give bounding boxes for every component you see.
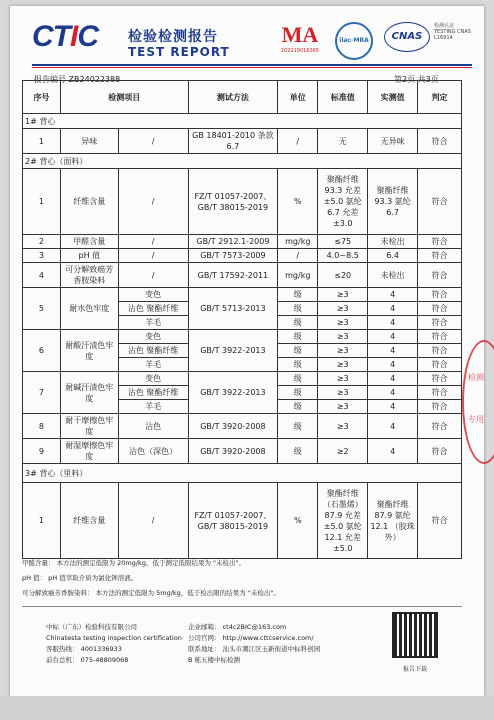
note-ph: pH 值： pH 值萃取介质为氯化钾溶液。 [22, 574, 138, 582]
section-row: 3# 背心（里料） [23, 464, 462, 483]
col-std: 标准值 [318, 81, 368, 114]
table-row: 7 耐碱汗渍色牢度 变色 GB/T 3922-2013 级 ≥3 4 符合 [23, 372, 462, 386]
footer-company: 中标（广东）检验科技有限公司 Chinatesta testing inspection certification 客服热线： 4001336933 前台总机： 075-48809068 [46, 623, 182, 664]
qr-code-icon[interactable] [392, 612, 438, 658]
table-row: 沾色 聚酯纤维 级 ≥3 4 符合 [23, 386, 462, 400]
table-row: 沾色 聚酯纤维 级 ≥3 4 符合 [23, 302, 462, 316]
qr-label: 报告下载 [402, 666, 427, 673]
col-result: 判定 [418, 81, 462, 114]
note-formaldehyde: 甲醛含量： 本方法的测定低限为 20mg/kg，低于测定低限结果为 "未检出"。 [22, 559, 245, 567]
red-seal-stamp: 检测 专用 [462, 340, 494, 464]
table-row: 羊毛 级 ≥3 4 符合 [23, 400, 462, 414]
table-row: 9 耐湿摩擦色牢度 沾色（深色） GB/T 3920-2008 级 ≥2 4 符合 [23, 439, 462, 464]
page-indicator: 第2页 共3页 [394, 75, 439, 84]
footer-rule [22, 606, 462, 607]
report-title-en: TEST REPORT [128, 45, 230, 59]
testing-seal: 检测认证 TESTING CNAS L16914 [434, 23, 471, 41]
col-method: 测试方法 [188, 81, 278, 114]
table-row: 5 耐水色牢度 变色 GB/T 5713-2013 级 ≥3 4 符合 [23, 288, 462, 302]
table-row: 羊毛 级 ≥3 4 符合 [23, 358, 462, 372]
header-rule [32, 64, 472, 66]
table-row: 1 异味 / GB 18401-2010 条款 6.7 / 无 无异味 符合 [23, 129, 462, 154]
footer-contact: 企业邮箱： ct4c2BIC@163.com 公司官网： http://www.cttcservice.com/ 联系地址： 汕头市潮江区玉新街道中标科创园 B 栋五楼中标检测 [188, 623, 321, 664]
header-rule-red [32, 67, 472, 68]
cma-seal: MA 202219016365 [280, 22, 320, 54]
note-azo: 可分解致癌芳香胺染料： 本方法的测定低限为 5mg/kg，低于检出限的结果为 "未检出"。 [22, 589, 280, 597]
table-header-row [23, 81, 462, 114]
table-row: 8 耐干摩擦色牢度 沾色 GB/T 3920-2008 级 ≥3 4 符合 [23, 414, 462, 439]
col-value: 实测值 [368, 81, 418, 114]
section-row: 1# 背心 [23, 114, 462, 129]
cnas-seal: CNAS [382, 22, 432, 52]
table-row: 羊毛 级 ≥3 4 符合 [23, 316, 462, 330]
table-row: 6 耐酸汗渍色牢度 变色 GB/T 3922-2013 级 ≥3 4 符合 [23, 330, 462, 344]
table-row: 1 纤维含量 / FZ/T 01057-2007、GB/T 38015-2019 % 聚酯纤维（石墨烯） 87.9 允差±5.0 氨纶 12.1 允差±5.0 聚酯纤维 87.9 氨纶 12.1 （胶珠外） 符合 [23, 483, 462, 559]
notes [22, 556, 462, 601]
table-row: 4 可分解致癌芳香胺染料 / GB/T 17592-2011 mg/kg ≤20 未检出 符合 [23, 263, 462, 288]
col-no: 序号 [23, 81, 61, 114]
table-row: 3 pH 值 / GB/T 7573-2009 / 4.0~8.5 6.4 符合 [23, 249, 462, 263]
col-item: 检测项目 [60, 81, 188, 114]
table-row: 2 甲醛含量 / GB/T 2912.1-2009 mg/kg ≤75 未检出 符合 [23, 235, 462, 249]
section-row: 2# 背心（面料） [23, 154, 462, 169]
report-title-cn: 检验检测报告 [128, 29, 218, 45]
report-number: 报告编号 ZB24022388 [34, 75, 121, 84]
bottom-bar [0, 696, 494, 720]
ctic-logo: CTIC [32, 20, 99, 53]
ilac-mra-seal: ilac-MRA [332, 22, 376, 60]
col-unit: 单位 [278, 81, 318, 114]
table-row: 沾色 聚酯纤维 级 ≥3 4 符合 [23, 344, 462, 358]
results-table [22, 80, 462, 559]
table-row: 1 纤维含量 / FZ/T 01057-2007、GB/T 38015-2019 % 聚酯纤维 93.3 允差±5.0 氨纶 6.7 允差±3.0 聚酯纤维 93.3 氨纶 6.7 符合 [23, 169, 462, 235]
